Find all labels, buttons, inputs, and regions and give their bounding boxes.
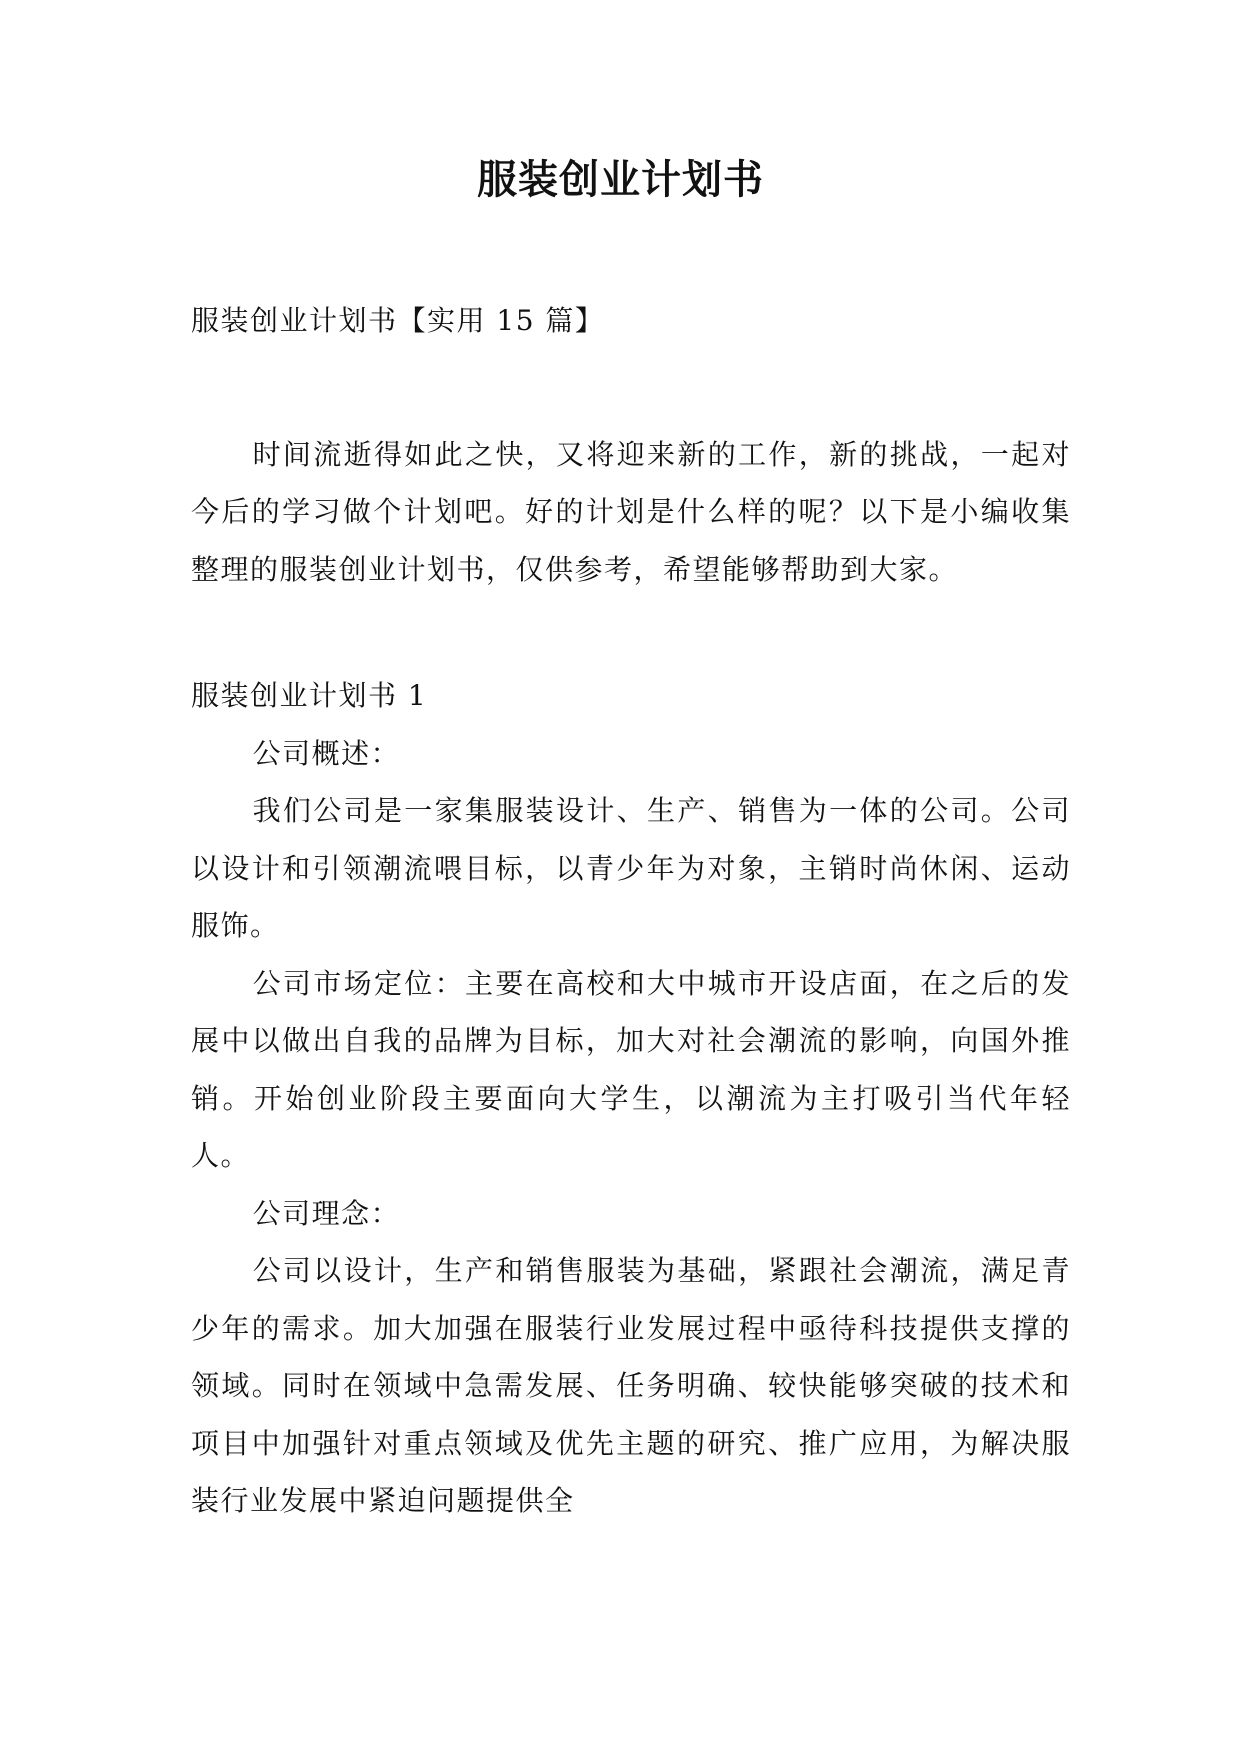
philosophy-paragraph: 公司以设计，生产和销售服装为基础，紧跟社会潮流，满足青少年的需求。加大加强在服装行业发展过程中亟待科技提供支撑的领域。同时在领域中急需发展、任务明确、较快能够突破的技术和项目中加强针对重点领域及优先主题的研究、推广应用，为解决服装行业发展中紧迫问题提供全 (191, 1254, 1071, 1517)
intro-paragraph: 时间流逝得如此之快，又将迎来新的工作，新的挑战，一起对今后的学习做个计划吧。好的计划是什么样的呢？以下是小编收集整理的服装创业计划书，仅供参考，希望能够帮助到大家。 (191, 437, 1071, 586)
overview-label: 公司概述： (252, 736, 401, 770)
overview-paragraph: 我们公司是一家集服装设计、生产、销售为一体的公司。公司以设计和引领潮流喂目标，以青少年为对象，主销时尚休闲、运动服饰。 (191, 794, 1071, 942)
positioning-paragraph: 公司市场定位：主要在高校和大中城市开设店面，在之后的发展中以做出自我的品牌为目标，加大对社会潮流的影响，向国外推销。开始创业阶段主要面向大学生，以潮流为主打吸引当代年轻人。 (191, 966, 1071, 1172)
document-body (191, 292, 1071, 1530)
document-subtitle: 服装创业计划书【实用 15 篇】 (191, 304, 605, 337)
philosophy-label: 公司理念： (252, 1196, 401, 1230)
document-title: 服装创业计划书 (477, 157, 764, 203)
section-heading: 服装创业计划书 1 (191, 679, 428, 712)
